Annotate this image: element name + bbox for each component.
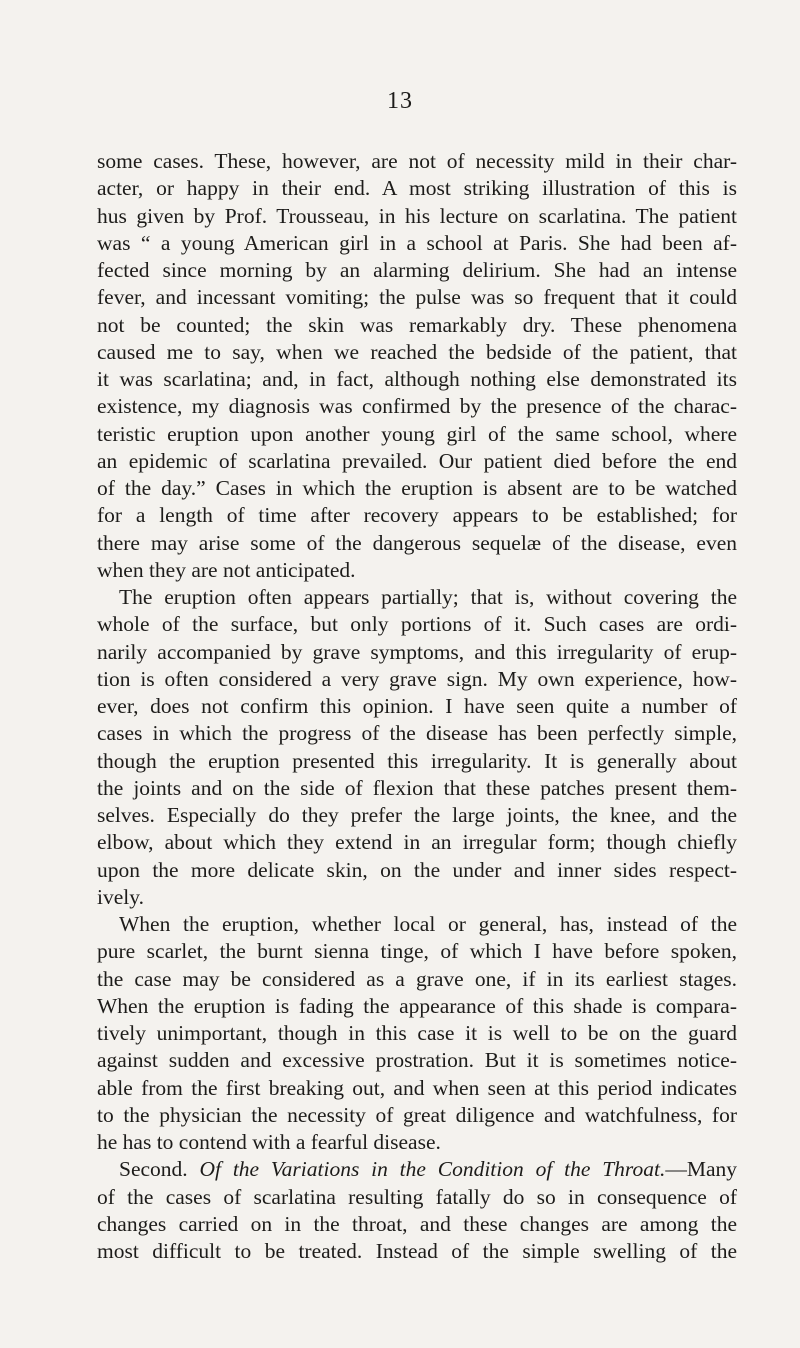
text-line: hus given by Prof. Trousseau, in his lecture on scarlatina. The patient [97,203,737,228]
text-line: ively. [97,884,144,909]
section-tail: —Many [665,1157,737,1182]
text-line: though the eruption presented this irregularity. It is generally about [97,748,737,773]
text-line: When the eruption is fading the appearance of this shade is compara- [97,993,737,1018]
text-line: an epidemic of scarlatina prevailed. Our patient died before the end [97,448,737,473]
text-line: against sudden and excessive prostration. But it is sometimes notice- [97,1048,737,1073]
text-line: existence, my diagnosis was confirmed by the presence of the charac- [97,394,737,419]
text-line: most difficult to be treated. Instead of the simple swelling of the [97,1239,737,1263]
text-line: cases in which the progress of the disease has been perfectly simple, [97,721,737,746]
body-text [97,148,737,1265]
text-line: fected since morning by an alarming delirium. She had an intense [97,258,737,282]
section-lead: Second. [119,1157,200,1182]
text-line: not be counted; the skin was remarkably dry. These phenomena [97,312,737,337]
text-line: tion is often considered a very grave sign. My own experience, how- [97,666,737,691]
text-line: some cases. These, however, are not of necessity mild in their char- [97,149,737,173]
text-line: selves. Especially do they prefer the large joints, the knee, and the [97,803,737,827]
section-heading-line [97,1156,737,1183]
text-line: pure scarlet, the burnt sienna tinge, of which I have before spoken, [97,939,737,964]
text-line: when they are not anticipated. [97,557,356,582]
text-line: it was scarlatina; and, in fact, although nothing else demonstrated its [97,367,737,391]
text-line: the joints and on the side of flexion that these patches present them- [97,775,737,800]
text-line: able from the first breaking out, and when seen at this period indicates [97,1075,737,1100]
text-line: of the day.” Cases in which the eruption is absent are to be watched [97,476,737,500]
text-line: changes carried on in the throat, and these changes are among the [97,1211,737,1236]
text-line: teristic eruption upon another young girl of the same school, where [97,421,737,446]
text-line: ever, does not confirm this opinion. I have seen quite a number of [97,694,737,718]
text-line: for a length of time after recovery appears to be established; for [97,503,737,528]
text-line: the case may be considered as a grave one, if in its earliest stages. [97,966,737,991]
text-line: upon the more delicate skin, on the under and inner sides respect- [97,857,737,882]
text-line: whole of the surface, but only portions of it. Such cases are ordi- [97,612,737,637]
page-number: 13 [387,88,413,114]
section-title: Of the Variations in the Condition of the Throat. [199,1157,666,1182]
text-line: elbow, about which they extend in an irregular form; though chiefly [97,830,737,855]
text-line: acter, or happy in their end. A most striking illustration of this is [97,176,737,201]
text-line: When the eruption, whether local or general, has, instead of the [119,912,737,936]
text-line: there may arise some of the dangerous sequelæ of the disease, even [97,530,737,555]
text-line: to the physician the necessity of great diligence and watchfulness, for [97,1102,737,1127]
text-line: narily accompanied by grave symptoms, and this irregularity of erup- [97,639,737,664]
text-line: The eruption often appears partially; that is, without covering the [119,585,737,609]
text-line: tively unimportant, though in this case it is well to be on the guard [97,1021,737,1045]
text-line: of the cases of scarlatina resulting fatally do so in consequence of [97,1184,737,1209]
text-line: caused me to say, when we reached the bedside of the patient, that [97,339,737,364]
text-line: he has to contend with a fearful disease. [97,1130,441,1154]
text-line: was “ a young American girl in a school at Paris. She had been af- [97,230,737,255]
text-line: fever, and incessant vomiting; the pulse was so frequent that it could [97,285,737,310]
